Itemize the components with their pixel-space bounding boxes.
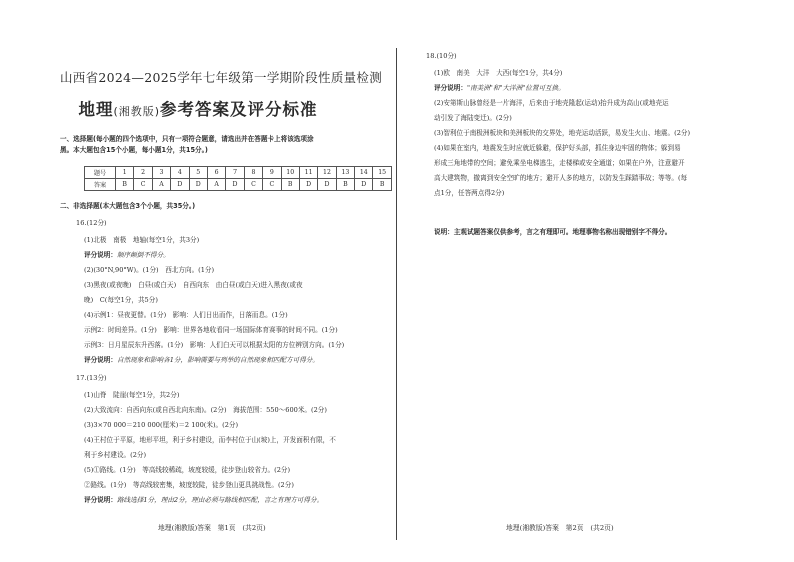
row-header-answer: 答案	[85, 179, 116, 191]
q16-line: (3)黑夜(或夜晚) 白昼(或白天) 自西向东 由白昼(或白天)进入黑夜(或夜	[84, 281, 303, 289]
answer-sheet-page-1	[0, 0, 396, 562]
q16-line: (1)北极 南极 地轴(每空1分，共3分)	[84, 236, 200, 244]
question-number: 7	[226, 167, 244, 179]
q18-scoring-note	[434, 84, 565, 93]
answer-cell: B	[116, 179, 134, 191]
q16-line: 示例3：日月星辰东升西落。(1分) 影响：人们白天可以根据太阳的方位辨别方向。(1分)	[84, 341, 345, 349]
q16-line: (4)示例1：昼夜更替。(1分) 影响：人们日出而作，日落而息。(1分)	[84, 311, 288, 319]
answer-cell: D	[355, 179, 373, 191]
page-footer: 地理(湘教版)答案 第2页 (共2页)	[506, 524, 614, 532]
q17-line: (4)王村位于平原，地形平坦，利于乡村建设，而李村位于山(坡)上，开发面积有限，不	[84, 436, 336, 444]
answer-cell: A	[152, 179, 170, 191]
q18-line: 形成三角地带的空间；避免乘坐电梯逃生，走楼梯或安全通道；如果在户外，注意避开	[434, 159, 685, 167]
answer-cell: B	[373, 179, 391, 191]
scoring-text: "南美洲"和"大洋洲"位置可互换。	[466, 84, 565, 92]
q16-heading: 16.(12分)	[76, 219, 107, 227]
answer-cell: C	[244, 179, 262, 191]
q17-heading: 17.(13分)	[76, 374, 107, 382]
scoring-label: 评分说明：	[434, 84, 467, 92]
question-number: 15	[373, 167, 391, 179]
question-number: 13	[336, 167, 354, 179]
q16-line: 示例2：时间差异。(1分) 影响：世界各地收看同一场国际体育赛事的时间不同。(1分)	[84, 326, 338, 334]
section1-line2: 黑。本大题包含15个小题，每小题1分，共15分。)	[60, 146, 208, 154]
q17-line: (2)大致流向：自西向东(或自西北向东南)。(2分) 海拔范围：550～600米。(2分)	[84, 406, 327, 414]
section1-line1: 一、选择题(每小题的四个选项中，只有一项符合题意，请选出并在答题卡上将该选项涂	[60, 135, 314, 143]
answer-cell: B	[336, 179, 354, 191]
question-number: 8	[244, 167, 262, 179]
exam-title: 山西省2024—2025学年七年级第一学期阶段性质量检测	[60, 70, 383, 85]
answer-cell: D	[171, 179, 189, 191]
section2-heading: 二、非选择题(本大题包含3个小题，共35分。)	[60, 202, 196, 210]
table-row	[85, 167, 392, 179]
q18-line: 点1分，任答两点得2分)	[434, 189, 505, 197]
question-number: 5	[189, 167, 207, 179]
q18-line: (2)安第斯山脉曾经是一片海洋，后来由于地壳隆起(运动)抬升成为高山(或地壳运	[434, 99, 669, 107]
q16-line: (2)(30°N,90°W)。(1分) 西北方向。(1分)	[84, 266, 215, 274]
q17-scoring-note	[84, 496, 323, 505]
scoring-label: 评分说明：	[84, 356, 117, 364]
page-divider	[396, 48, 397, 540]
answer-cell: A	[207, 179, 225, 191]
question-number: 11	[299, 167, 317, 179]
scoring-text: 顺序颠倒不得分。	[116, 251, 170, 259]
answer-cell: D	[299, 179, 317, 191]
row-header-number: 题号	[85, 167, 116, 179]
q18-line: 动引发了海陆变迁)。(2分)	[434, 114, 512, 122]
answer-cell: B	[281, 179, 299, 191]
q16-scoring-note	[84, 356, 319, 365]
q17-line: (5)①路线。(1分) 等高线较稀疏，坡度较缓，徒步登山较省力。(2分)	[84, 466, 291, 474]
question-number: 10	[281, 167, 299, 179]
answer-cell: D	[189, 179, 207, 191]
title-subject: 地理	[78, 100, 114, 119]
q17-line: (1)山脊 陡崖(每空1分，共2分)	[84, 391, 180, 399]
answer-key-title	[0, 96, 396, 120]
scoring-label: 评分说明：	[84, 496, 117, 504]
question-number: 1	[116, 167, 134, 179]
section1-heading	[60, 134, 386, 156]
q18-line: (1)欧 南美 大洋 大西(每空1分，共4分)	[434, 69, 563, 77]
q16-scoring-note	[84, 251, 170, 260]
scoring-label: 评分说明：	[84, 251, 117, 259]
q18-line: 高大建筑物，撤离到安全空旷的地方；避开人多的地方，以防发生踩踏事故；等等。(每	[434, 174, 688, 182]
answer-cell: C	[134, 179, 152, 191]
question-number: 6	[207, 167, 225, 179]
answer-cell: C	[263, 179, 281, 191]
title-edition: (湘教版)	[113, 105, 161, 118]
scoring-text: 自然现象和影响各1分，影响需要与列举的自然现象相匹配方可得分。	[116, 356, 319, 364]
q18-heading: 18.(10分)	[426, 52, 457, 60]
question-number: 3	[152, 167, 170, 179]
answer-sheet-page-2	[398, 0, 794, 562]
q17-line: 利于乡村建设。(2分)	[84, 451, 147, 459]
page-footer: 地理(湘教版)答案 第1页 (共2页)	[158, 524, 266, 532]
q18-line: (3)智利位于南极洲板块和美洲板块的交界处，地壳运动活跃，易发生火山、地震。(2分)	[434, 129, 691, 137]
scoring-text: 路线选择1分，理由2分，理由必须与路线相匹配，言之有理方可得分。	[116, 496, 324, 504]
question-number: 12	[318, 167, 336, 179]
q18-line: (4)如果在室内，地震发生时应就近躲避，保护好头部，抓住身边牢固的物体；躲到易	[434, 144, 681, 152]
question-number: 4	[171, 167, 189, 179]
answer-cell: D	[318, 179, 336, 191]
general-note: 说明：主观试题答案仅供参考，言之有理即可。地理事物名称出现错别字不得分。	[434, 228, 672, 236]
question-number: 14	[355, 167, 373, 179]
q17-line: (3)3×70 000＝210 000(厘米)＝2 100(米)。(2分)	[84, 421, 239, 429]
table-row	[85, 179, 392, 191]
answer-table	[84, 166, 392, 191]
title-rest: 参考答案及评分标准	[160, 100, 318, 119]
question-number: 9	[263, 167, 281, 179]
q17-line: ②路线。(1分) 等高线较密集，坡度较陡，徒步登山更具挑战性。(2分)	[84, 481, 294, 489]
q16-line: 晚) C(每空1分，共5分)	[84, 296, 158, 304]
question-number: 2	[134, 167, 152, 179]
answer-cell: D	[226, 179, 244, 191]
